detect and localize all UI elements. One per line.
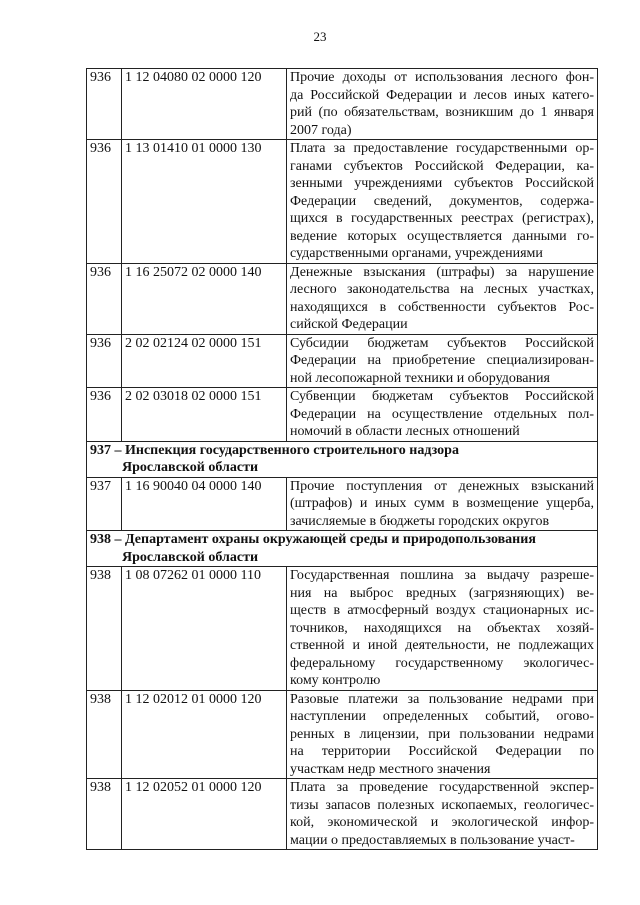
- description-line: Прочие доходы от использования лесного фон-: [290, 70, 594, 85]
- description-line: участкам недр местного значения: [290, 761, 491, 777]
- description-line: рий (по обязательствам, возникшим до 1 января: [290, 105, 594, 120]
- budget-classification-code: 1 16 90040 04 0000 140: [122, 477, 287, 531]
- budget-classification-code: 1 12 02052 01 0000 120: [122, 779, 287, 850]
- page-number: 23: [313, 29, 327, 44]
- description-line: Федерации сведений, документов, содержа-: [290, 193, 594, 209]
- budget-classification-code: 1 08 07262 01 0000 110: [122, 567, 287, 691]
- description-line: мации о предоставляемых в пользование участ-: [290, 832, 575, 848]
- description-line: Денежные взыскания (штрафы) за нарушение: [290, 264, 594, 280]
- description-line: ренных в лицензии, при пользовании недрами: [290, 726, 594, 742]
- budget-classification-code: 1 12 04080 02 0000 120: [122, 69, 287, 140]
- description-line: Разовые платежи за пользование недрами при: [290, 691, 594, 707]
- description-line: ной лесопожарной техники и оборудования: [290, 370, 550, 386]
- description-line: ственной и иной деятельности, не подлежащих: [290, 638, 594, 653]
- table-row: [87, 779, 598, 850]
- description-line: кой, экономической и экологической инфор-: [290, 815, 594, 830]
- description-line: ганами субъектов Российской Федерации, ка-: [290, 158, 594, 174]
- revenue-codes-table: [86, 68, 598, 850]
- description-line: Субсидии бюджетам субъектов Российской: [290, 335, 594, 351]
- table-body: [87, 69, 598, 850]
- description-line: Государственная пошлина за выдачу разреше-: [290, 568, 594, 583]
- description-line: 2007 года): [290, 122, 352, 138]
- table-row: [87, 388, 598, 442]
- administrator-code: 936: [87, 263, 122, 334]
- budget-classification-code: 1 13 01410 01 0000 130: [122, 140, 287, 264]
- description-line: наступлении определенных событий, огово-: [290, 709, 594, 724]
- description-line: зачисляемые в бюджеты городских округов: [290, 513, 550, 529]
- table-row: [87, 477, 598, 531]
- administrator-code: 936: [87, 388, 122, 442]
- administrator-code: 937: [87, 477, 122, 531]
- revenue-description: [287, 567, 598, 691]
- description-line: ществ в атмосферный воздух стационарных ис-: [290, 603, 594, 618]
- description-line: номочий в области лесных отношений: [290, 424, 520, 439]
- budget-classification-code: 1 12 02012 01 0000 120: [122, 690, 287, 779]
- section-heading-line: 938 – Департамент охраны окружающей среды и природопользования: [90, 532, 536, 547]
- revenue-description: [287, 69, 598, 140]
- budget-classification-code: 2 02 02124 02 0000 151: [122, 334, 287, 388]
- description-line: щихся в государственных реестрах (регистрах),: [290, 211, 594, 226]
- description-line: Прочие поступления от денежных взысканий: [290, 478, 594, 494]
- description-line: ведение которых осуществляется данными го-: [290, 228, 594, 244]
- section-heading-row: [87, 441, 598, 477]
- description-line: тизы запасов полезных ископаемых, геологичес-: [290, 797, 594, 813]
- description-line: ния на выброс вредных (загрязняющих) ве-: [290, 585, 594, 601]
- budget-classification-code: 2 02 03018 02 0000 151: [122, 388, 287, 442]
- revenue-description: [287, 334, 598, 388]
- revenue-description: [287, 690, 598, 779]
- description-line: зенными учреждениями субъектов Российской: [290, 176, 594, 191]
- table-row: [87, 567, 598, 691]
- administrator-code: 936: [87, 69, 122, 140]
- revenue-description: [287, 263, 598, 334]
- description-line: Плата за предоставление государственными ор-: [290, 141, 594, 156]
- revenue-description: [287, 140, 598, 264]
- budget-classification-code: 1 16 25072 02 0000 140: [122, 263, 287, 334]
- description-line: кому контролю: [290, 673, 381, 688]
- section-heading: [87, 441, 598, 477]
- description-line: сийской Федерации: [290, 317, 408, 332]
- table-row: [87, 69, 598, 140]
- administrator-code: 938: [87, 567, 122, 691]
- description-line: Субвенции бюджетам субъектов Российской: [290, 389, 594, 404]
- description-line: находящихся в собственности субъектов Рос-: [290, 299, 594, 315]
- table-row: [87, 263, 598, 334]
- administrator-code: 936: [87, 140, 122, 264]
- description-line: Федерации на осуществление отдельных пол-: [290, 406, 594, 422]
- description-line: (штрафов) и иных сумм в возмещение ущерба,: [290, 496, 594, 511]
- description-line: да Российской Федерации и лесов иных катего-: [290, 87, 594, 103]
- administrator-code: 938: [87, 779, 122, 850]
- revenue-description: [287, 779, 598, 850]
- revenue-description: [287, 477, 598, 531]
- section-heading-row: [87, 531, 598, 567]
- description-line: сударственными органами, учреждениями: [290, 246, 543, 261]
- table-row: [87, 690, 598, 779]
- table-row: [87, 140, 598, 264]
- description-line: Федерации на приобретение специализирован-: [290, 353, 594, 368]
- section-heading-line: Ярославской области: [122, 549, 259, 565]
- administrator-code: 936: [87, 334, 122, 388]
- section-heading: [87, 531, 598, 567]
- section-heading-line: 937 – Инспекция государственного строительного надзора: [90, 442, 459, 458]
- administrator-code: 938: [87, 690, 122, 779]
- revenue-description: [287, 388, 598, 442]
- description-line: лесного законодательства на лесных участках,: [290, 282, 594, 297]
- description-line: федеральному государственному экологичес-: [290, 655, 594, 671]
- description-line: точников, находящихся на объектах хозяй-: [290, 620, 594, 636]
- description-line: Плата за проведение государственной экспер-: [290, 780, 594, 795]
- description-line: на территории Российской Федерации по: [290, 744, 594, 759]
- section-heading-line: Ярославской области: [122, 460, 259, 475]
- table-row: [87, 334, 598, 388]
